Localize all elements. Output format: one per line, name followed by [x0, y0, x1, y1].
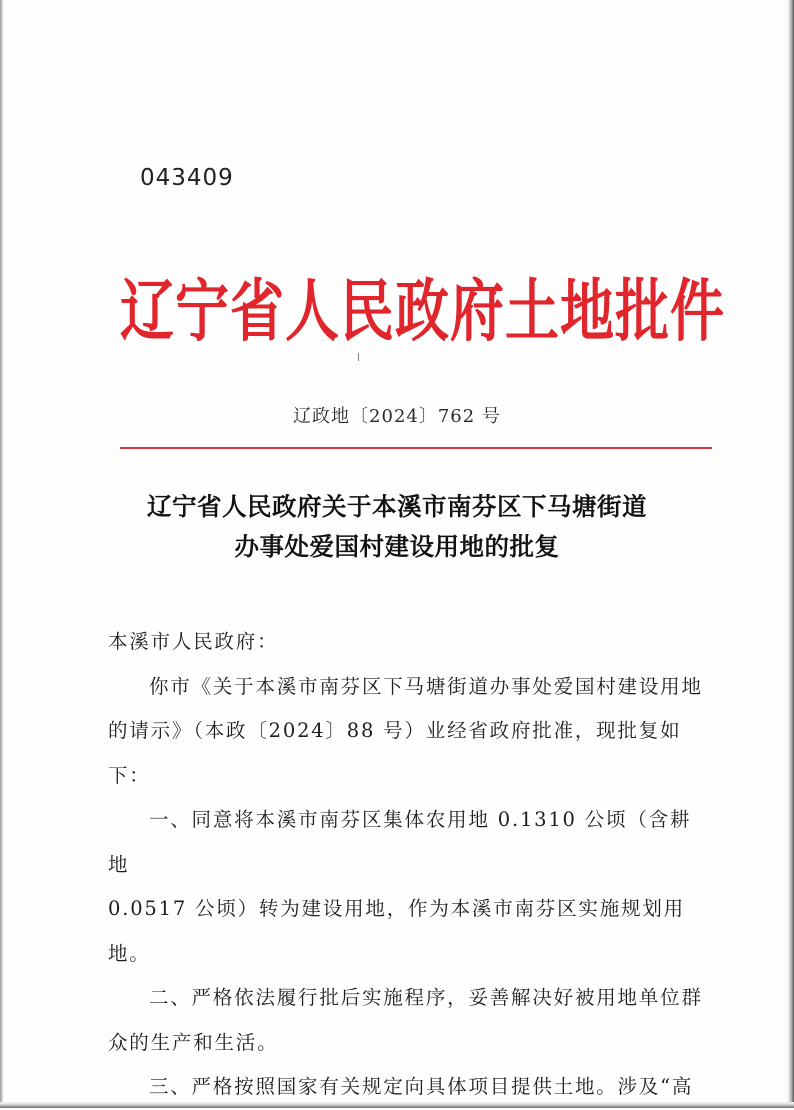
- scan-mark: [358, 353, 359, 361]
- addressee: 本溪市人民政府：: [108, 630, 279, 653]
- paragraph-3-line-2: 众的生产和生活。: [108, 1030, 279, 1054]
- body-text: [108, 620, 708, 1110]
- subject-line-2: 办事处爱国村建设用地的批复: [234, 532, 560, 561]
- document-number: 辽政地〔2024〕762 号: [293, 406, 501, 427]
- paragraph-3-line-1: 二、严格依法履行批后实施程序，妥善解决好被用地单位群: [148, 986, 703, 1009]
- serial-number: 043409: [140, 165, 234, 191]
- subject-heading: [0, 487, 794, 567]
- paragraph-1-line-2: 的请示》（本政〔2024〕88 号）业经省政府批准，现批复如下：: [108, 719, 682, 787]
- red-divider: [120, 447, 712, 449]
- paragraph-4-line-1: 三、严格按照国家有关规定向具体项目提供土地。涉及“高: [148, 1075, 694, 1098]
- issuer-title: 辽宁省人民政府土地批件: [120, 271, 725, 351]
- paragraph-2-line-1: 一、同意将本溪市南芬区集体农用地 0.1310 公顷（含耕地: [108, 808, 692, 876]
- paragraph-2-line-2: 0.0517 公顷）转为建设用地，作为本溪市南芬区实施规划用地。: [108, 897, 685, 965]
- paragraph-1-line-1: 你市《关于本溪市南芬区下马塘街道办事处爱国村建设用地: [148, 674, 703, 698]
- subject-line-1: 辽宁省人民政府关于本溪市南芬区下马塘街道: [147, 492, 647, 521]
